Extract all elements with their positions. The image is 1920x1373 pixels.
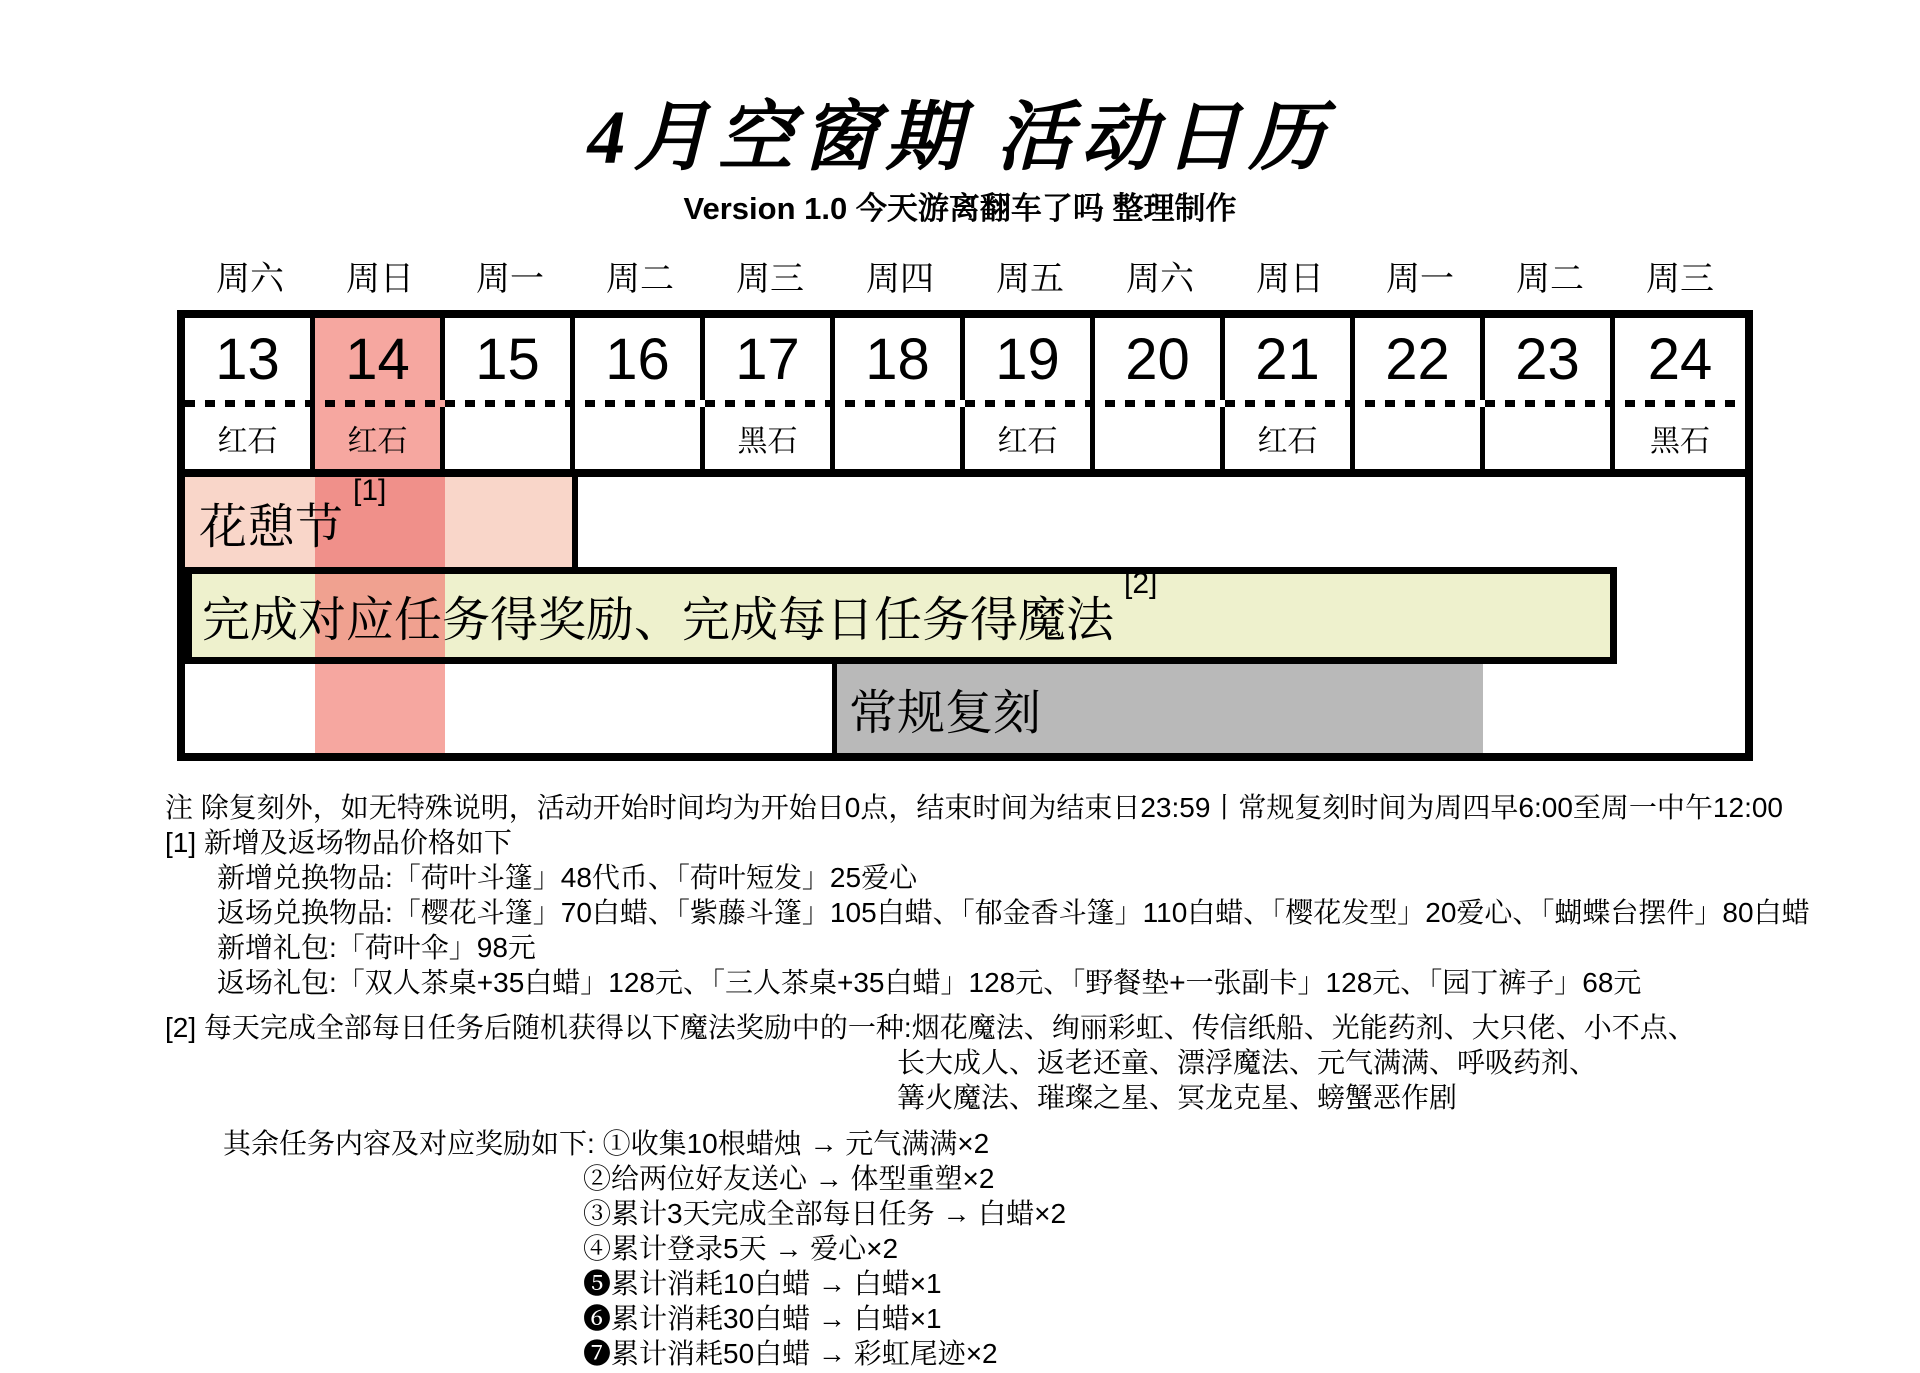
stone-label-cell: 黑石	[1650, 425, 1710, 458]
event-bars-area	[185, 473, 1745, 753]
stone-label-cell: 红石	[185, 407, 315, 469]
page-title: 4月空窗期 活动日历	[587, 96, 1333, 180]
date-cell: 14	[315, 318, 445, 400]
date-cell: 24	[1647, 326, 1713, 392]
task-item: ❻累计消耗30白蜡 → 白蜡×1	[583, 1303, 942, 1334]
footnote-1-line: 返场礼包:「双人茶桌+35白蜡」128元、「三人茶桌+35白蜡」128元、「野餐垫+一张副卡」128元、「园丁裤子」68元	[217, 967, 1642, 998]
date-cell: 20	[1095, 318, 1225, 400]
task-item: ②给两位好友送心 → 体型重塑×2	[583, 1163, 995, 1194]
footnote-1-line: 新增兑换物品:「荷叶斗篷」48代币、「荷叶短发」25爱心	[217, 862, 918, 893]
footnote-1-header: [1] 新增及返场物品价格如下	[165, 827, 512, 858]
task-item: ❼累计消耗50白蜡 → 彩虹尾迹×2	[583, 1338, 998, 1369]
footnote-1-line: 返场兑换物品:「樱花斗篷」70白蜡、「紫藤斗篷」105白蜡、「郁金香斗篷」110白蜡、「樱花发型」20爱心、「蝴蝶台摆件」80白蜡	[217, 897, 1810, 928]
row-divider	[185, 469, 1745, 477]
task-items	[165, 1161, 1855, 1371]
footnote-1-line: 新增礼包:「荷叶伞」98元	[217, 932, 536, 963]
weekday-header-row	[185, 256, 1745, 302]
dashed-divider	[185, 400, 1745, 407]
weekday-label: 周六	[1126, 260, 1194, 298]
task-item: ❺累计消耗10白蜡 → 白蜡×1	[583, 1268, 942, 1299]
date-cell: 17	[705, 318, 835, 400]
footnote-2-line: 篝火魔法、璀璨之星、冥龙克星、螃蟹恶作剧	[897, 1082, 1458, 1113]
footnote-2-line: [2] 每天完成全部每日任务后随机获得以下魔法奖励中的一种:烟花魔法、绚丽彩虹、传信纸船、光能药剂、大只佬、小不点、	[165, 1012, 1696, 1043]
date-cell: 23	[1485, 318, 1615, 400]
date-cell: 21	[1225, 318, 1355, 400]
date-cell: 15	[445, 318, 575, 400]
footnote-ref-2: [2]	[1124, 567, 1158, 600]
stone-label-cell: 红石	[965, 407, 1095, 469]
weekday-label: 周三	[1646, 260, 1714, 298]
event-label: 花憩节[1]	[199, 473, 387, 554]
weekday-label: 周日	[346, 260, 414, 298]
weekday-label: 周五	[996, 260, 1064, 298]
date-cell: 13	[185, 318, 315, 400]
tasks-header-line	[223, 1126, 1855, 1161]
stone-label-cell: 红石	[1225, 407, 1355, 469]
weekday-label: 周二	[606, 260, 674, 298]
calendar-table	[177, 310, 1753, 761]
tasks-header: 其余任务内容及对应奖励如下:	[223, 1128, 603, 1159]
task-item: ④累计登录5天 → 爱心×2	[583, 1233, 899, 1264]
stone-empty-cell	[1485, 407, 1615, 469]
stone-empty-cell	[445, 407, 575, 469]
stone-empty-cell	[1095, 407, 1225, 469]
task-item: ③累计3天完成全部每日任务 → 白蜡×2	[583, 1198, 1067, 1229]
event-bar-daily-tasks	[185, 567, 1617, 664]
notes-section	[165, 790, 1855, 1371]
stone-empty-cell	[1355, 407, 1485, 469]
event-bar-flower-festival	[185, 473, 578, 567]
stone-row	[185, 407, 1745, 469]
weekday-label: 周六	[216, 260, 284, 298]
stone-label-cell: 红石	[315, 407, 445, 469]
event-label: 常规复刻	[849, 687, 1042, 740]
weekday-label: 周日	[1256, 260, 1324, 298]
event-label: 完成对应任务得奖励、完成每日任务得魔法[2]	[202, 567, 1158, 647]
weekday-label: 周三	[736, 260, 804, 298]
date-cell: 19	[965, 318, 1095, 400]
stone-empty-cell	[575, 407, 705, 469]
footnote-ref-1: [1]	[353, 473, 387, 507]
note-general: 注 除复刻外，如无特殊说明，活动开始时间均为开始日0点，结束时间为结束日23:59丨常规复刻时间为周四早6:00至周一中午12:00	[165, 792, 1783, 823]
date-cell: 18	[835, 318, 965, 400]
weekday-label: 周四	[866, 260, 934, 298]
event-bar-regular-rerun	[832, 664, 1483, 753]
tasks-block	[165, 1126, 1855, 1371]
footnote-2-line: 长大成人、返老还童、漂浮魔法、元气满满、呼吸药剂、	[897, 1047, 1598, 1078]
stone-label-cell: 黑石	[705, 407, 835, 469]
date-cell: 16	[575, 318, 705, 400]
date-row	[185, 318, 1745, 400]
weekday-label: 周一	[1386, 260, 1454, 298]
date-cell: 22	[1355, 318, 1485, 400]
footnote-2-block	[165, 1010, 1855, 1115]
task-item: ①收集10根蜡烛 → 元气满满×2	[602, 1128, 990, 1159]
weekday-label: 周一	[476, 260, 544, 298]
date-14-highlight-band	[315, 664, 445, 753]
page-subtitle: Version 1.0 今天游离翻车了吗 整理制作	[683, 191, 1237, 226]
stone-empty-cell	[835, 407, 965, 469]
weekday-label: 周二	[1516, 260, 1584, 298]
footnote-1-lines	[165, 860, 1855, 1000]
